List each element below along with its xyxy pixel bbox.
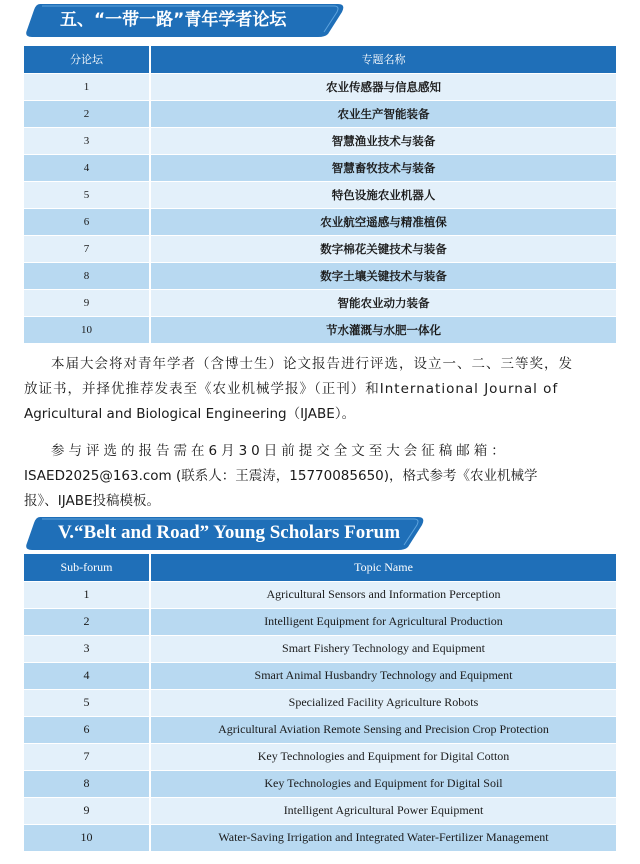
table-row (24, 770, 616, 797)
row-topic: 数字土壤关键技术与装备 (150, 262, 616, 289)
paragraph-line: 本届大会将对青年学者（含博士生）论文报告进行评选，设立一、二、三等奖，发 (51, 356, 573, 372)
table-row (24, 262, 616, 289)
table-row (24, 316, 616, 343)
row-number: 1 (24, 581, 150, 608)
row-number: 3 (24, 635, 150, 662)
paragraph-line: ISAED2025@163.com (联系人：王震涛，15770085650)，格式参考《农业机械学 (24, 468, 538, 484)
row-number: 7 (24, 235, 150, 262)
row-topic: Intelligent Equipment for Agricultural Production (150, 608, 616, 635)
table-row (24, 154, 616, 181)
column-header-topic: 专题名称 (150, 46, 616, 73)
row-number: 7 (24, 743, 150, 770)
table-header-row (24, 554, 616, 581)
row-number: 6 (24, 716, 150, 743)
row-topic: 智能农业动力装备 (150, 289, 616, 316)
row-number: 2 (24, 100, 150, 127)
row-topic: Agricultural Sensors and Information Perception (150, 581, 616, 608)
table-row (24, 127, 616, 154)
row-topic: Specialized Facility Agriculture Robots (150, 689, 616, 716)
row-topic: 农业生产智能装备 (150, 100, 616, 127)
column-header-topic: Topic Name (150, 554, 616, 581)
row-number: 4 (24, 662, 150, 689)
row-topic: 农业航空遥感与精准植保 (150, 208, 616, 235)
section-banner-cn (24, 2, 346, 38)
table-row (24, 235, 616, 262)
paragraph-line: Agricultural and Biological Engineering（IJABE）。 (24, 406, 356, 422)
table-row (24, 208, 616, 235)
row-number: 5 (24, 689, 150, 716)
table-row (24, 73, 616, 100)
table-row (24, 635, 616, 662)
row-topic: Intelligent Agricultural Power Equipment (150, 797, 616, 824)
row-topic: 数字棉花关键技术与装备 (150, 235, 616, 262)
row-topic: 智慧渔业技术与装备 (150, 127, 616, 154)
table-row (24, 608, 616, 635)
evaluation-paragraph (24, 352, 616, 427)
paragraph-line: 报》、IJABE投稿模板。 (24, 493, 161, 509)
section-title-cn: 五、“一带一路”青年学者论坛 (60, 10, 287, 30)
table-row (24, 716, 616, 743)
table-row (24, 797, 616, 824)
row-number: 1 (24, 73, 150, 100)
table-row (24, 662, 616, 689)
forum-table-cn (24, 46, 616, 343)
column-header-subforum: 分论坛 (24, 46, 150, 73)
row-topic: Water-Saving Irrigation and Integrated Water-Fertilizer Management (150, 824, 616, 851)
row-topic: Agricultural Aviation Remote Sensing and Precision Crop Protection (150, 716, 616, 743)
row-number: 10 (24, 824, 150, 851)
row-number: 4 (24, 154, 150, 181)
row-number: 10 (24, 316, 150, 343)
row-number: 9 (24, 797, 150, 824)
paragraph-line: 放证书，并择优推荐发表至《农业机械学报》（正刊）和International Journal of (24, 381, 559, 397)
row-number: 3 (24, 127, 150, 154)
row-topic: Key Technologies and Equipment for Digital Soil (150, 770, 616, 797)
table-row (24, 824, 616, 851)
section-title-en: V.“Belt and Road” Young Scholars Forum (58, 522, 401, 543)
table-row (24, 289, 616, 316)
row-topic: 特色设施农业机器人 (150, 181, 616, 208)
row-number: 5 (24, 181, 150, 208)
row-number: 9 (24, 289, 150, 316)
row-number: 2 (24, 608, 150, 635)
column-header-subforum: Sub-forum (24, 554, 150, 581)
row-topic: Smart Animal Husbandry Technology and Equipment (150, 662, 616, 689)
table-header-row (24, 46, 616, 73)
table-row (24, 689, 616, 716)
row-topic: 节水灌溉与水肥一体化 (150, 316, 616, 343)
table-row (24, 743, 616, 770)
row-number: 8 (24, 262, 150, 289)
table-row (24, 181, 616, 208)
row-topic: Smart Fishery Technology and Equipment (150, 635, 616, 662)
row-number: 8 (24, 770, 150, 797)
forum-table-en (24, 554, 616, 851)
table-row (24, 581, 616, 608)
row-number: 6 (24, 208, 150, 235)
section-banner-en (24, 515, 426, 551)
submission-paragraph (24, 439, 616, 514)
row-topic: Key Technologies and Equipment for Digital Cotton (150, 743, 616, 770)
table-row (24, 100, 616, 127)
row-topic: 农业传感器与信息感知 (150, 73, 616, 100)
paragraph-line: 参与评选的报告需在6月30日前提交全文至大会征稿邮箱： (51, 443, 509, 459)
row-topic: 智慧畜牧技术与装备 (150, 154, 616, 181)
